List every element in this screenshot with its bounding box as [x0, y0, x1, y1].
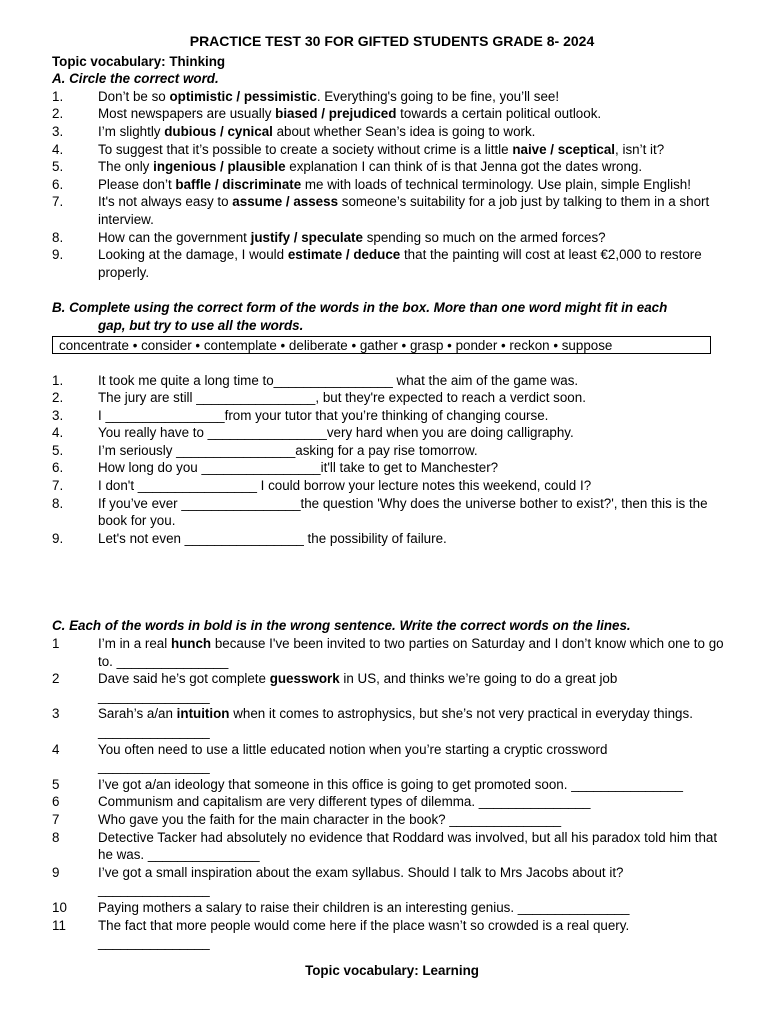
item-bold-word: optimistic / pessimistic: [169, 88, 317, 104]
item-text-post: someone’s suitability for a job just by talking to them in a short interview.: [98, 194, 710, 227]
item-text-post: because I've been invited to two parties on Saturday and I don’t know which one to go to. _______________: [98, 636, 724, 669]
list-item: [52, 123, 732, 141]
list-item: [52, 899, 732, 917]
list-item: [52, 829, 732, 864]
section-b-heading-line2: gap, but try to use all the words.: [98, 317, 304, 333]
item-text-pre: Looking at the damage, I would: [98, 247, 288, 263]
list-item: [52, 407, 732, 425]
item-number: 1: [52, 636, 60, 652]
list-item: [52, 193, 732, 228]
item-text-pre: Please don’t: [98, 176, 176, 192]
item-number: 10: [52, 899, 67, 915]
list-item: [52, 705, 732, 740]
item-number: 2: [52, 671, 60, 687]
item-text: How long do you ________________it'll take to get to Manchester?: [98, 460, 499, 476]
list-item: [52, 635, 732, 670]
list-item: [52, 158, 732, 176]
list-item: [52, 530, 732, 548]
section-b-heading: [52, 299, 732, 334]
item-bold-word: hunch: [170, 636, 212, 652]
list-item: [52, 495, 732, 530]
item-text: [98, 741, 732, 776]
list-item: [52, 776, 732, 794]
item-text: [98, 670, 732, 705]
item-text-post: when it comes to astrophysics, but she’s not very practical in everyday things. _______________: [98, 706, 693, 739]
item-number: 8.: [52, 229, 64, 245]
item-text: [98, 141, 732, 159]
item-text: [98, 105, 732, 123]
section-c-heading: C. Each of the words in bold is in the wrong sentence. Write the correct words on the lines.: [52, 618, 631, 634]
list-item: [52, 793, 732, 811]
item-text: [98, 635, 732, 670]
item-number: 5.: [52, 442, 64, 458]
item-number: 6.: [52, 176, 64, 192]
section-c-list: [52, 635, 732, 952]
list-item: [52, 105, 732, 123]
item-bold-word: guesswork: [269, 671, 340, 687]
item-text-pre: You often need to use a little educated notion when you’re starting a cryptic crossword _______________: [98, 741, 608, 775]
item-number: 8.: [52, 495, 64, 511]
item-number: 2.: [52, 390, 64, 406]
item-text-post: explanation I can think of is that Jenna got the dates wrong.: [285, 159, 643, 175]
item-number: 1.: [52, 372, 64, 388]
item-text-post: towards a certain political outlook.: [396, 106, 602, 122]
item-text: I’m seriously ________________asking for a pay rise tomorrow.: [98, 442, 478, 458]
section-a-heading: A. Circle the correct word.: [52, 71, 219, 87]
item-number: 11: [52, 917, 66, 933]
item-text-pre: The fact that more people would come here if the place wasn’t so crowded is a real query. _______________: [98, 917, 630, 951]
item-number: 1.: [52, 88, 64, 104]
item-text-pre: I’ve got a small inspiration about the exam syllabus. Should I talk to Mrs Jacobs about it? _______________: [98, 864, 624, 898]
item-text: [98, 123, 732, 141]
item-text-post: , isn’t it?: [615, 141, 665, 157]
item-text-pre: How can the government: [98, 229, 251, 245]
list-item: [52, 811, 732, 829]
item-number: 4.: [52, 141, 64, 157]
list-item: [52, 864, 732, 899]
item-bold-word: biased / prejudiced: [275, 106, 397, 122]
item-bold-word: estimate / deduce: [287, 247, 401, 263]
item-text: You really have to ________________very hard when you are doing calligraphy.: [98, 425, 574, 441]
section-b-list: [52, 372, 732, 548]
list-item: [52, 176, 732, 194]
item-bold-word: intuition: [176, 706, 230, 722]
item-text: [98, 176, 732, 194]
item-text: [98, 705, 732, 740]
item-text-post: . Everything's going to be fine, you’ll see!: [316, 88, 560, 104]
list-item: [52, 141, 732, 159]
item-text: [98, 899, 732, 917]
item-number: 2.: [52, 106, 64, 122]
item-number: 6.: [52, 460, 64, 476]
item-text: [98, 158, 732, 176]
item-text-pre: Sarah’s a/an: [98, 706, 177, 722]
item-text-pre: Don’t be so: [98, 88, 170, 104]
list-item: [52, 246, 732, 281]
item-text-pre: Who gave you the faith for the main character in the book? _______________: [98, 811, 562, 827]
item-text-pre: To suggest that it’s possible to create a society without crime is a little: [98, 141, 513, 157]
item-number: 4.: [52, 425, 64, 441]
item-text: [98, 229, 732, 247]
topic-heading-thinking: Topic vocabulary: Thinking: [52, 53, 226, 69]
item-number: 9.: [52, 530, 64, 546]
item-text-post: that the painting will cost at least €2,000 to restore properly.: [98, 247, 702, 280]
word-box: concentrate • consider • contemplate • deliberate • gather • grasp • ponder • reckon • suppose: [52, 336, 711, 354]
item-number: 6: [52, 794, 60, 810]
list-item: [52, 389, 732, 407]
section-a-list: [52, 88, 732, 282]
item-text-pre: I’m in a real: [98, 636, 171, 652]
section-b-heading-line1: B. Complete using the correct form of the words in the box. More than one word might fit in each: [52, 300, 668, 316]
item-number: 5.: [52, 159, 64, 175]
item-bold-word: baffle / discriminate: [175, 176, 302, 192]
list-item: [52, 670, 732, 705]
item-text: If you’ve ever ________________the question 'Why does the universe bother to exist?', then this is the book for you.: [98, 495, 708, 529]
item-text: I don't ________________ I could borrow your lecture notes this weekend, could I?: [98, 478, 592, 494]
item-text: [98, 829, 732, 864]
item-text: [98, 793, 732, 811]
item-text-post: about whether Sean’s idea is going to work.: [272, 123, 536, 139]
item-text-post: spending so much on the armed forces?: [362, 229, 606, 245]
item-text: I ________________from your tutor that you’re thinking of changing course.: [98, 407, 549, 423]
item-number: 9.: [52, 247, 64, 263]
list-item: [52, 372, 732, 390]
item-bold-word: dubious / cynical: [164, 123, 273, 139]
item-text: Let's not even ________________ the possibility of failure.: [98, 530, 447, 546]
item-text-pre: I’ve got a/an ideology that someone in this office is going to get promoted soon. _______________: [98, 776, 683, 792]
item-text-pre: Dave said he’s got complete: [98, 671, 270, 687]
item-text-pre: The only: [98, 159, 154, 175]
item-text: [98, 246, 732, 281]
item-number: 7: [52, 811, 60, 827]
item-number: 5: [52, 776, 60, 792]
item-text: [98, 811, 732, 829]
item-number: 7.: [52, 478, 64, 494]
item-text: [98, 776, 732, 794]
topic-heading-learning: Topic vocabulary: Learning: [305, 962, 479, 978]
item-text-post: in US, and thinks we’re going to do a great job _______________: [98, 671, 618, 704]
item-number: 3.: [52, 407, 64, 423]
item-number: 4: [52, 741, 60, 757]
item-number: 9: [52, 864, 60, 880]
list-item: [52, 459, 732, 477]
list-item: [52, 229, 732, 247]
page-title: PRACTICE TEST 30 FOR GIFTED STUDENTS GRADE 8- 2024: [189, 33, 595, 49]
list-item: [52, 88, 732, 106]
item-text-pre: Most newspapers are usually: [98, 106, 276, 122]
item-text-pre: It's not always easy to: [98, 194, 233, 210]
list-item: [52, 442, 732, 460]
item-text: [98, 917, 732, 952]
item-bold-word: naive / sceptical: [512, 141, 616, 157]
item-text-pre: Detective Tacker had absolutely no evidence that Roddard was involved, but all his paradox told him that he was. _______________: [98, 829, 718, 863]
item-number: 3.: [52, 123, 64, 139]
item-bold-word: ingenious / plausible: [153, 159, 286, 175]
item-text: [98, 88, 732, 106]
item-text-pre: I’m slightly: [98, 123, 165, 139]
list-item: [52, 741, 732, 776]
item-text-post: me with loads of technical terminology. Use plain, simple English!: [301, 176, 691, 192]
item-number: 7.: [52, 194, 64, 210]
item-number: 8: [52, 829, 60, 845]
item-text-pre: Communism and capitalism are very different types of dilemma. _______________: [98, 794, 591, 810]
item-bold-word: justify / speculate: [250, 229, 363, 245]
item-number: 3: [52, 706, 60, 722]
item-text: [98, 864, 732, 899]
item-bold-word: assume / assess: [232, 194, 339, 210]
item-text-pre: Paying mothers a salary to raise their children is an interesting genius. _______________: [98, 899, 630, 915]
list-item: [52, 917, 732, 952]
list-item: [52, 424, 732, 442]
worksheet-page: [52, 33, 732, 979]
item-text: [98, 193, 732, 228]
item-text: The jury are still ________________, but they're expected to reach a verdict soon.: [98, 390, 586, 406]
list-item: [52, 477, 732, 495]
item-text: It took me quite a long time to________________ what the aim of the game was.: [98, 372, 579, 388]
